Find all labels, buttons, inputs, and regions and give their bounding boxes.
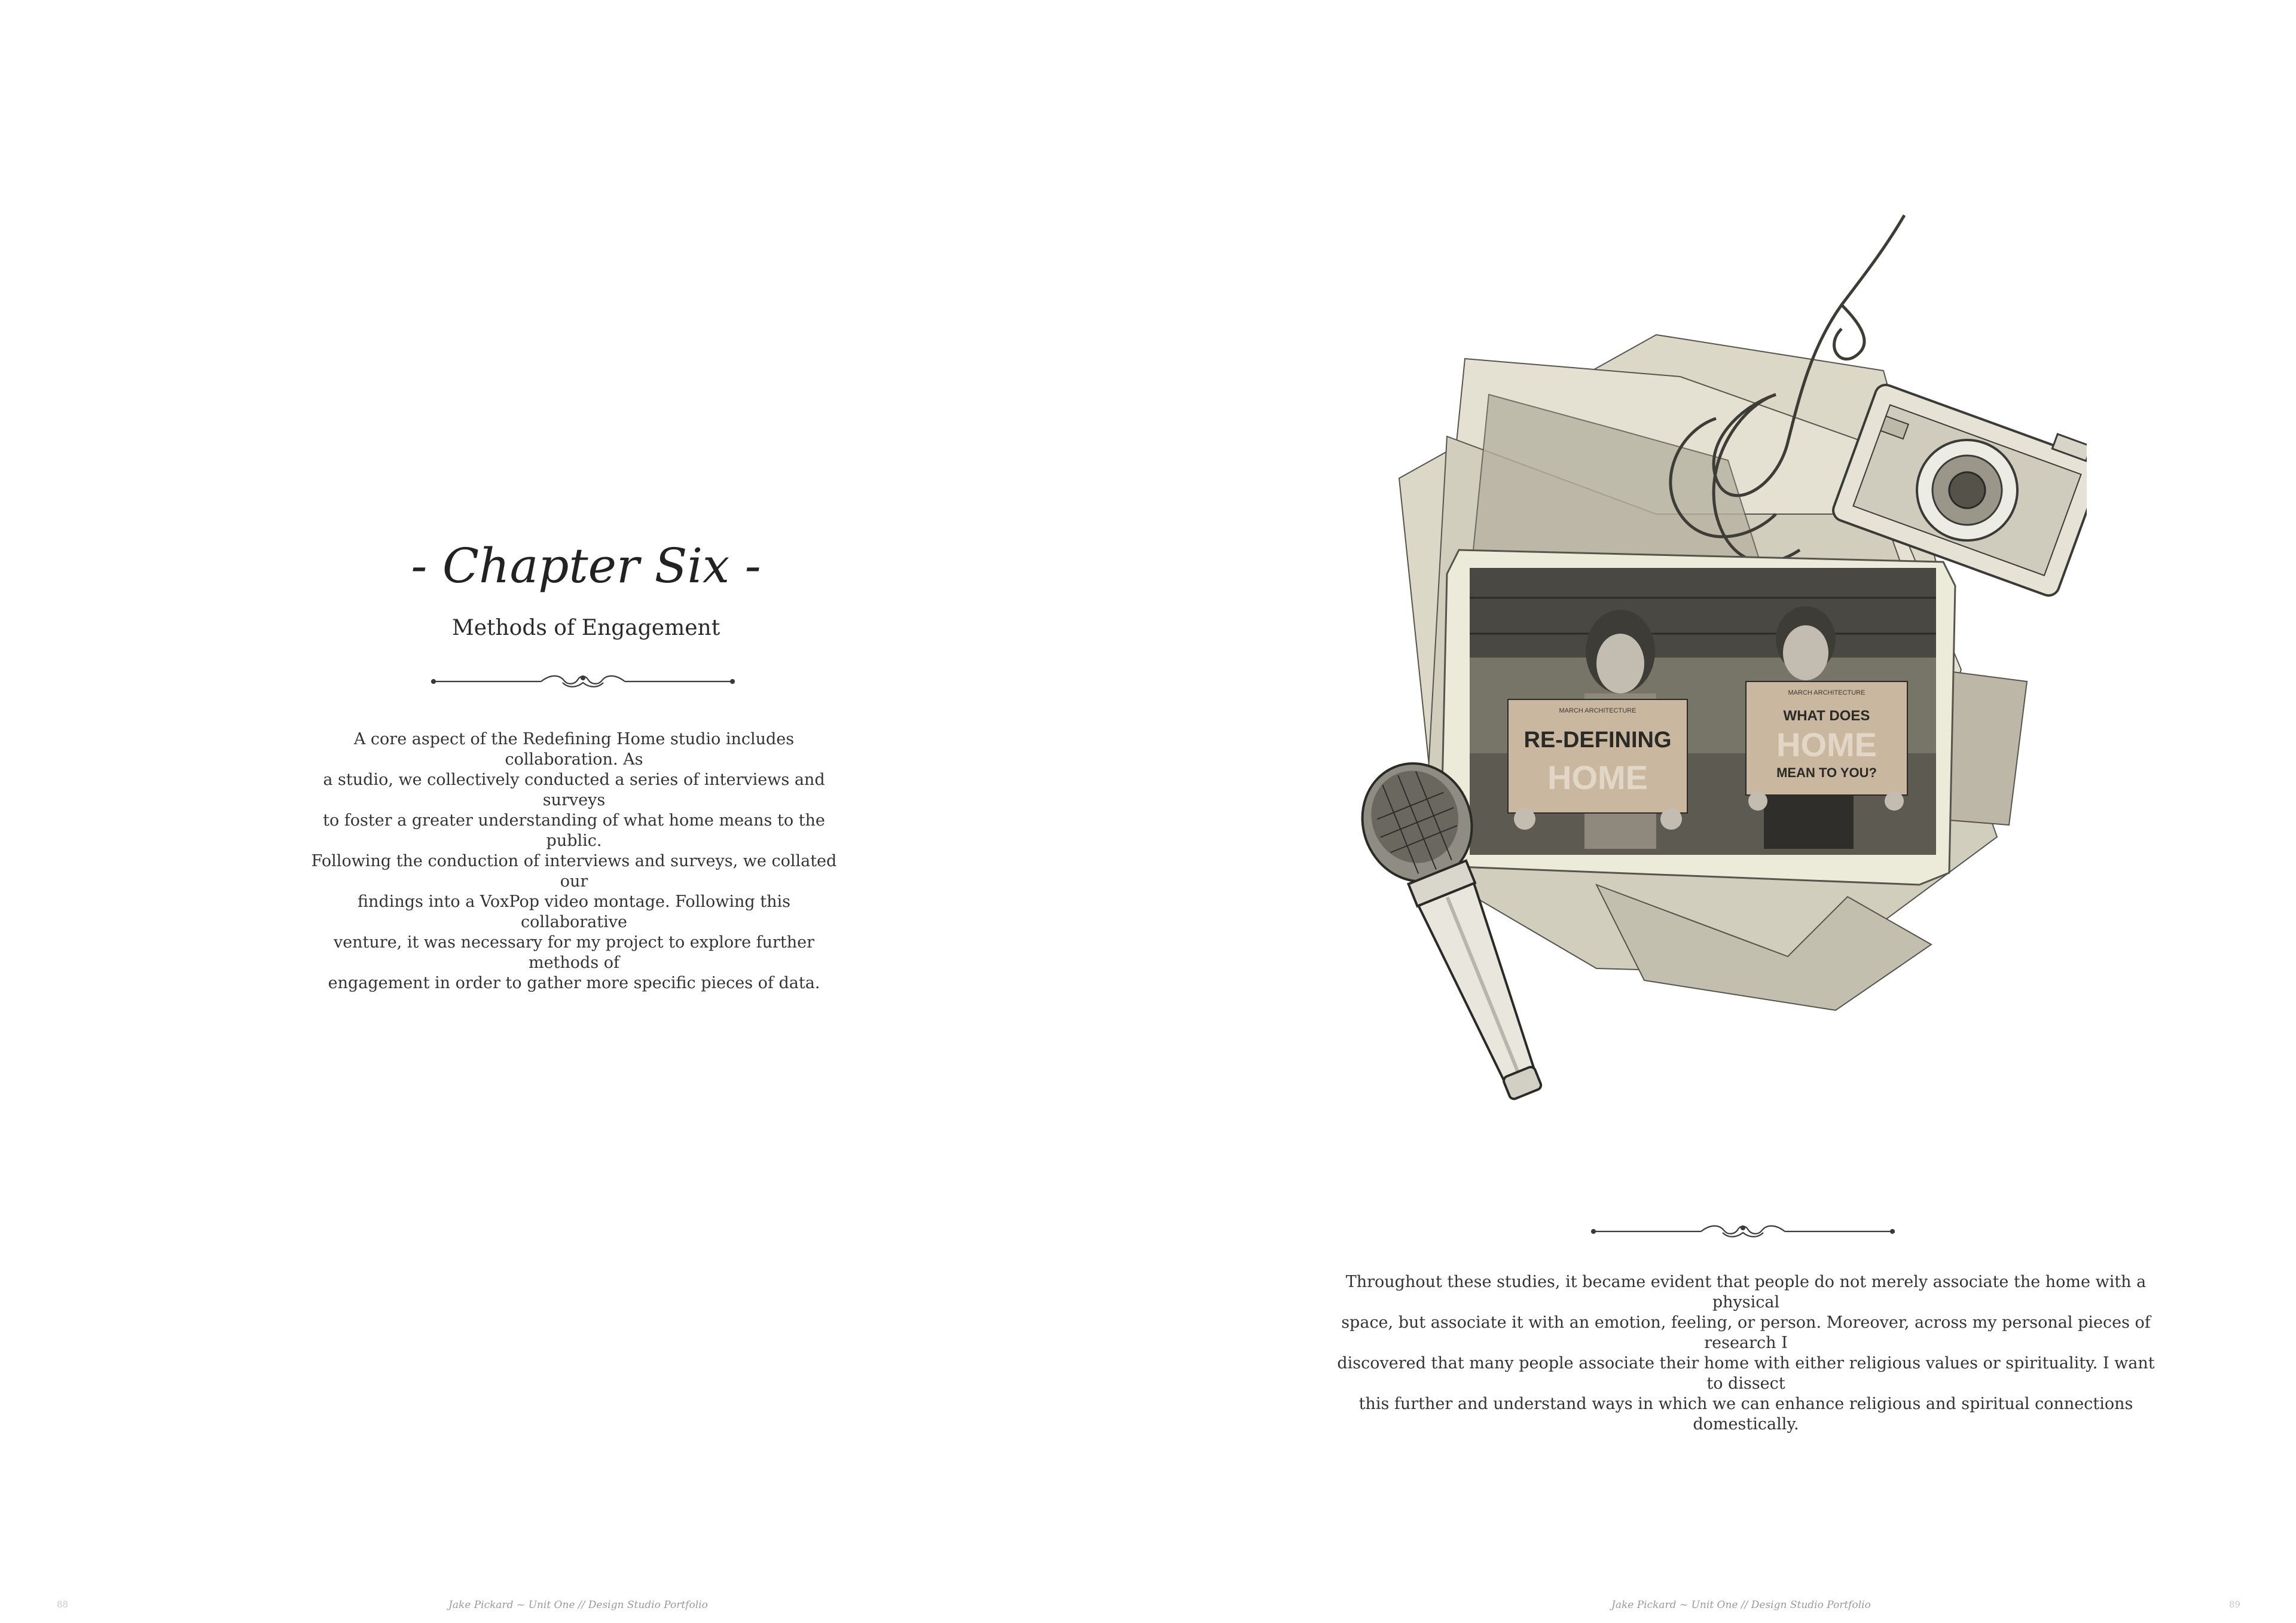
sign-right-line3: MEAN TO YOU? bbox=[1776, 765, 1877, 780]
findings-line: this further and understand ways in which we can enhance religious and spiritual connections domestically. bbox=[1358, 1395, 2133, 1434]
sign-right-line1: WHAT DOES bbox=[1783, 708, 1870, 724]
sign-right-line2: HOME bbox=[1776, 726, 1877, 763]
intro-line: Following the conduction of interviews and surveys, we collated our bbox=[311, 852, 837, 891]
ornament-divider-left bbox=[428, 670, 738, 693]
intro-line: to foster a greater understanding of what home means to the public. bbox=[323, 811, 825, 850]
intro-line: a studio, we collectively conducted a series of interviews and surveys bbox=[323, 771, 825, 809]
footer-left: Jake Pickard ~ Unit One // Design Studio Portfolio bbox=[448, 1599, 708, 1611]
sign-left bbox=[1508, 699, 1687, 813]
findings-paragraph bbox=[1333, 1272, 2158, 1435]
ornament-divider-right bbox=[1587, 1219, 1898, 1243]
sign-right-small: MARCH ARCHITECTURE bbox=[1788, 689, 1866, 696]
sign-left-line2: HOME bbox=[1547, 759, 1648, 796]
photo-card bbox=[1441, 550, 1955, 885]
chapter-subtitle: Methods of Engagement bbox=[451, 616, 720, 640]
footer-right: Jake Pickard ~ Unit One // Design Studio Portfolio bbox=[1611, 1599, 1871, 1611]
collage-illustration bbox=[1345, 179, 2087, 1124]
intro-line: engagement in order to gather more specific pieces of data. bbox=[328, 974, 820, 992]
chapter-title: - Chapter Six - bbox=[411, 538, 761, 594]
page-number-left: 88 bbox=[57, 1599, 69, 1610]
findings-line: Throughout these studies, it became evident that people do not merely associate the home with a physical bbox=[1345, 1273, 2147, 1312]
intro-paragraph bbox=[311, 729, 837, 994]
findings-line: discovered that many people associate their home with either religious values or spirituality. I want to dissect bbox=[1337, 1354, 2155, 1393]
sign-left-line1: RE-DEFINING bbox=[1523, 728, 1672, 753]
sign-right bbox=[1746, 681, 1907, 795]
findings-line: space, but associate it with an emotion, feeling, or person. Moreover, across my personal pieces of research I bbox=[1341, 1313, 2151, 1352]
page-number-right: 89 bbox=[2229, 1599, 2241, 1610]
intro-line: A core aspect of the Redefining Home studio includes collaboration. As bbox=[353, 730, 795, 769]
sign-left-small: MARCH ARCHITECTURE bbox=[1559, 707, 1636, 714]
intro-line: findings into a VoxPop video montage. Following this collaborative bbox=[358, 893, 790, 931]
intro-line: venture, it was necessary for my project to explore further methods of bbox=[333, 933, 815, 972]
